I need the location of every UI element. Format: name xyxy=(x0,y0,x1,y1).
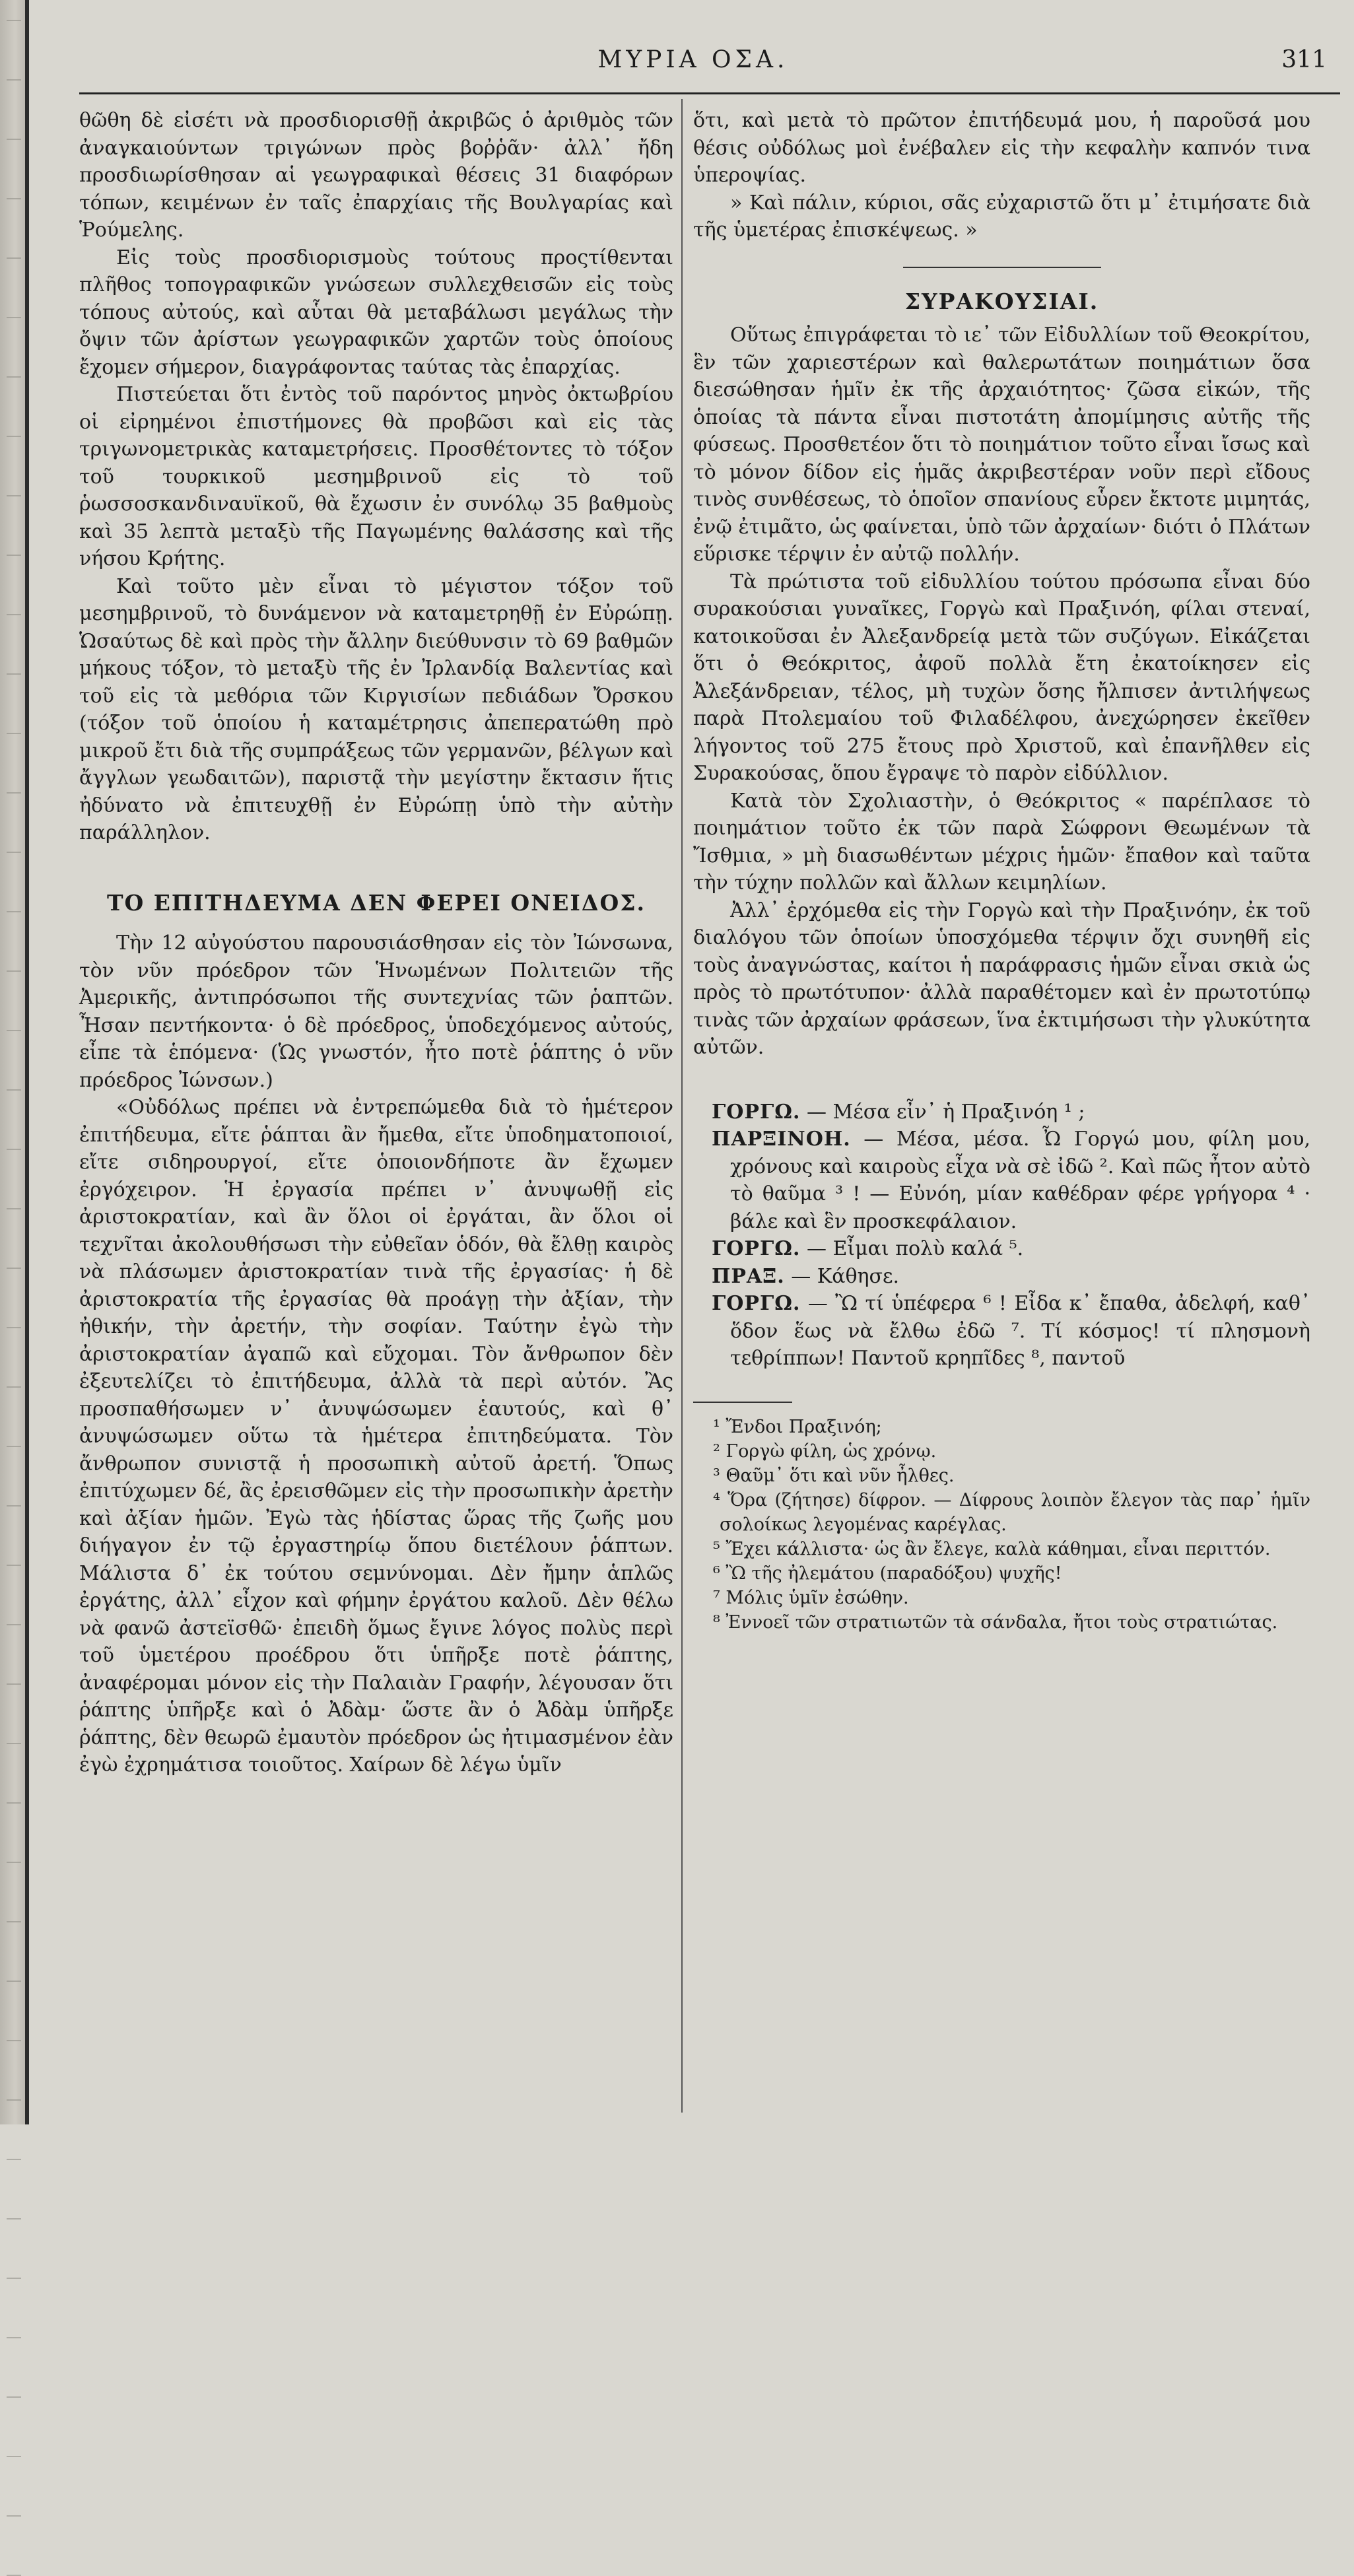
dialogue-text: — Μέσα εἶν᾽ ἡ Πραξινόη ¹ ; xyxy=(806,1100,1085,1124)
footnote: ⁴ Ὅρα (ζήτησε) δίφρον. — Δίφρους λοιπὸν ἔλεγον τὰς παρ᾽ ἡμῖν σολοίκως λεγομένας καρέγλας. xyxy=(713,1489,1310,1535)
paragraph: Ἀλλ᾽ ἐρχόμεθα εἰς τὴν Γοργὼ καὶ τὴν Πραξινόην, ἐκ τοῦ διαλόγου τῶν ὁποίων ὑποσχόμεθα τέρψιν ὄχι συνηθῆ εἰς τοὺς ἀναγνώστας, καίτοι ἡ παράφρασις ἡμῶν εἶναι σκιὰ ὡς πρὸς τὸ πρωτότυπον· ἀλλὰ παραθέτομεν καὶ ἐν πρωτοτύπῳ τινὰς τῶν ἀρχαίων φράσεων, ἵνα ἐκτιμήσωσι τὴν γλυκύτητα αὐτῶν. xyxy=(693,898,1310,1059)
footnote: ⁷ Μόλις ὑμῖν ἐσώθην. xyxy=(713,1587,909,1608)
paragraph: Πιστεύεται ὅτι ἐντὸς τοῦ παρόντος μηνὸς ὀκτωβρίου οἱ εἰρημένοι ἐπιστήμονες θὰ προβῶσι καὶ εἰς τὰς τριγωνομετρικὰς καταμετρήσεις. Προσθέτοντες τὸ τόξον τοῦ τουρκικοῦ μεσημβρινοῦ εἰς τὸ τοῦ ῥωσσοσκανδιναυϊκοῦ, θὰ ἔχωσιν ἐν συνόλῳ 35 βαθμοὺς καὶ 35 λεπτὰ μεταξὺ τῆς Παγωμένης θαλάσσης καὶ τῆς νήσου Κρήτης. xyxy=(79,383,673,570)
footnote: ⁵ Ἔχει κάλλιστα· ὡς ἂν ἔλεγε, καλὰ κάθημαι, εἶναι περιττόν. xyxy=(713,1538,1271,1559)
dialogue-text: — Κάθησε. xyxy=(791,1264,900,1288)
header-rule xyxy=(79,92,1340,94)
speaker: ΓΟΡΓΩ. xyxy=(712,1292,801,1315)
paragraph: θῶθη δὲ εἰσέτι νὰ προσδιορισθῇ ἀκριβῶς ὁ ἀριθμὸς τῶν ἀναγκαιούντων τριγώνων πρὸς βοῤῥᾶν· ἀλλ᾽ ἤδη προσδιωρίσθησαν αἱ γεωγραφικαὶ θέσεις 31 διαφόρων τόπων, κειμένων ἐν ταῖς ἐπαρχίαις τῆς Βουλγαρίας καὶ Ῥούμελης. xyxy=(79,109,673,242)
paragraph: » Καὶ πάλιν, κύριοι, σᾶς εὐχαριστῶ ὅτι μ᾽ ἐτιμήσατε διὰ τῆς ὑμετέρας ἐπισκέψεως. » xyxy=(693,191,1310,242)
paragraph: Τὴν 12 αὐγούστου παρουσιάσθησαν εἰς τὸν Ἰώνσωνα, τὸν νῦν πρόεδρον τῶν Ἡνωμένων Πολιτειῶν τῆς Ἀμερικῆς, ἀντιπρόσωποι τῆς συντεχνίας τῶν ῥαπτῶν. Ἦσαν πεντήκοντα· ὁ δὲ πρόεδρος, ὑποδεχόμενος αὐτούς, εἶπε τὰ ἑπόμενα· (Ὡς γνωστόν, ἦτο ποτὲ ῥάπτης ὁ νῦν πρόεδρος Ἰώνσων.) xyxy=(79,932,673,1092)
paragraph: Οὕτως ἐπιγράφεται τὸ ιε᾽ τῶν Εἰδυλλίων τοῦ Θεοκρίτου, ἓν τῶν χαριεστέρων καὶ θαλερωτάτων ποιημάτιων ὅσα διεσώθησαν ἡμῖν ἐκ τῆς ἀρχαιότητος· ζῶσα εἰκών, τῆς ὁποίας τὰ πάντα εἶναι πιστοτάτη ἀπομίμησις αὐτῆς τῆς φύσεως. Προσθετέον ὅτι τὸ ποιημάτιον τοῦτο εἶναι ἴσως καὶ τὸ μόνον δίδον εἰς ἡμᾶς ἀκριβεστέραν νοῦν περὶ εἴδους τινὸς συνθέσεως, τὸ ὁποῖον σπανίους εὗρεν ἔκτοτε μιμητάς, ἐνῷ ἐτιμᾶτο, ὡς φαίνεται, ὑπὸ τῶν ἀρχαίων· διότι ὁ Πλάτων εὕρισκε τέρψιν ἐν αὐτῷ πολλήν. xyxy=(693,323,1310,566)
paragraph: Κατὰ τὸν Σχολιαστὴν, ὁ Θεόκριτος « παρέπλασε τὸ ποιημάτιον τοῦτο ἐκ τῶν παρὰ Σώφρονι Θεωμένων τὰ Ἴσθμια, » μὴ διασωθέντων μέχρις ἡμῶν· ἔπαθον καὶ ταῦτα τὴν τύχην πολλῶν καὶ ἄλλων κειμηλίων. xyxy=(693,789,1310,895)
left-column xyxy=(79,107,673,1779)
right-column xyxy=(693,107,1310,1635)
page-number: 311 xyxy=(1281,46,1327,73)
paragraph: Καὶ τοῦτο μὲν εἶναι τὸ μέγιστον τόξον τοῦ μεσημβρινοῦ, τὸ δυνάμενον νὰ καταμετρηθῇ ἐν Εὐρώπῃ. Ὡσαύτως δὲ καὶ πρὸς τὴν ἄλλην διεύθυνσιν τὸ 69 βαθμῶν μήκους τόξον, τὸ μεταξὺ τῆς ἐν Ἰρλανδίᾳ Βαλεντίας καὶ τοῦ εἰς τὰ μεθόρια τῶν Κιργισίων πεδιάδων Ὄρσκου (τόξον τοῦ ὁποίου ἡ καταμέτρησις ἀπεπερατώθη πρὸ μικροῦ ἔτι διὰ τῆς συμπράξεως τῶν γερμανῶν, βέλγων καὶ ἄγγλων γεωδαιτῶν), παριστᾷ τὴν μεγίστην ἔκτασιν ἥτις ἠδύνατο νὰ ἐπιτευχθῇ ἐν Εὐρώπῃ ὑπὸ τὴν αὐτὴν παράλληλον. xyxy=(79,574,673,844)
paragraph: Εἰς τοὺς προσδιορισμοὺς τούτους προςτίθενται πλῆθος τοπογραφικῶν γνώσεων συλλεχθεισῶν εἰς τοὺς τόπους αὐτούς, καὶ αὗται θὰ μεταβάλωσι μεγάλως τὴν ὄψιν τῶν ἀρίστων γεωγραφικῶν χαρτῶν τοὺς ὁποίους ἔχομεν σήμερον, διαγράφοντας ταύτας τὰς ἐπαρχίας. xyxy=(79,246,673,379)
paragraph: «Οὐδόλως πρέπει νὰ ἐντρεπώμεθα διὰ τὸ ἡμέτερον ἐπιτήδευμα, εἴτε ῥάπται ἂν ἤμεθα, εἴτε ὑποδηματοποιοί, εἴτε σιδηρουργοί, εἴτε ὁποιονδήποτε ἂν ἔχωμεν ἐργόχειρον. Ἡ ἐργασία πρέπει ν᾽ ἀνυψωθῇ εἰς ἀριστοκρατίαν, καὶ ἂν ὅλοι οἱ ἐργάται, ἂν ὅλοι οἱ τεχνῖται ἀκολουθήσωσι τὴν εὐθεῖαν ὁδόν, θὰ ἔλθῃ καιρὸς νὰ πλάσωμεν ἀριστοκρατίαν τινὰ τῆς ἐργασίας· ἡ δὲ ἀριστοκρατία τῆς ἐργασίας θὰ προάγῃ τὴν ἀξίαν, τὴν ἠθικήν, τὴν ἀρετήν, τὴν σοφίαν. Ταύτην ἐγὼ τὴν ἀριστοκρατίαν ἀγαπῶ καὶ εὔχομαι. Τὸν ἄνθρωπον δὲν ἐξευτελίζει τὸ ἐπιτήδευμα, ἀλλὰ τὰ περὶ αὐτόν. Ἂς προσπαθήσωμεν ν᾽ ἀνυψώσωμεν ἑαυτούς, καὶ θ᾽ ἀνυψώσωμεν οὕτω τὰ ἡμέτερα ἐπιτηδεύματα. Τὸν ἄνθρωπον συνιστᾷ ἡ προσωπικὴ αὐτοῦ ἀρετή. Ὅπως ἐπιτύχωμεν δέ, ἂς ἐρεισθῶμεν εἰς τὴν προσωπικὴν ἀρετὴν καὶ ἀξίαν ἡμῶν. Ἐγὼ τὰς ἡδίστας ὥρας τῆς ζωῆς μου διήγαγον ἐν τῷ ἐργαστηρίῳ ὅπου διετέλουν ῥάπτων. Μάλιστα δ᾽ ἐκ τούτου σεμνύνομαι. Δὲν ἤμην ἁπλῶς ἐργάτης, ἀλλ᾽ εἶχον καὶ φήμην ἐργάτου καλοῦ. Δὲν θέλω νὰ φανῶ ἀστεϊσθῶ· ἐπειδὴ ὅμως ἔγινε λόγος πολὺς περὶ τοῦ ὑμετέρου προέδρου ὅτι ὑπῆρξε ποτὲ ῥάπτης, ἀναφέρομαι μόνον εἰς τὴν Παλαιὰν Γραφήν, λέγουσαν ὅτι ῥάπτης ὑπῆρξε καὶ ὁ Ἀδὰμ· ὥστε ἂν ὁ Ἀδὰμ ὑπῆρξε ῥάπτης, δὲν θεωρῶ ἐμαυτὸν πρόεδρον ὡς ἠτιμασμένον ἐὰν ἐγὼ ἐχρημάτισα τοιοῦτος. Χαίρων δὲ λέγω ὑμῖν xyxy=(79,1096,673,1777)
paragraph: Τὰ πρώτιστα τοῦ εἰδυλλίου τούτου πρόσωπα εἶναι δύο συρακούσιαι γυναῖκες, Γοργὼ καὶ Πραξινόη, φίλαι στεναί, κατοικοῦσαι ἐν Ἀλεξανδρείᾳ μετὰ τῶν συζύγων. Εἰκάζεται ὅτι ὁ Θεόκριτος, ἀφοῦ πολλὰ ἔτη ἐκατοίκησεν εἰς Ἀλεξάνδρειαν, τέλος, μὴ τυχὼν ὅσης ἤλπισεν ἀντιλήψεως παρὰ Πτολεμαίου τοῦ Φιλαδέλφου, ἀνεχώρησεν ἐκεῖθεν λήγοντος τοῦ 275 ἔτους πρὸ Χριστοῦ, καὶ ἐπανῆλθεν εἰς Συρακούσας, ὅπου ἔγραψε τὸ παρὸν εἰδύλλιον. xyxy=(693,570,1310,785)
dialogue-text: — Εἶμαι πολὺ καλά ⁵. xyxy=(806,1237,1024,1260)
dialogue-line xyxy=(693,1290,1310,1373)
speaker: ΠΑΡΞΙΝΟΗ. xyxy=(712,1128,851,1151)
running-title: ΜΥΡΙΑ ΟΣΑ. xyxy=(597,46,789,73)
dialogue-line xyxy=(693,1235,1310,1263)
footnote: ⁸ Ἐννοεῖ τῶν στρατιωτῶν τὰ σάνδαλα, ἤτοι τοὺς στρατιώτας. xyxy=(713,1611,1278,1633)
book-page xyxy=(40,26,1340,2113)
article-heading: ΣΥΡΑΚΟΥΣΙΑΙ. xyxy=(904,288,1099,314)
footnote: ¹ Ἔνδοι Πραξινόη; xyxy=(713,1416,882,1437)
dialogue-line xyxy=(693,1263,1310,1291)
dialogue-text: — Μέσα, μέσα. Ὦ Γοργώ μου, φίλη μου, χρόνους καὶ καιροὺς εἶχα νὰ σὲ ἰδῶ ². Καὶ πῶς ἦτον αὐτὸ τὸ θαῦμα ³ ! — Εὐνόη, μίαν καθέδραν φέρε γρήγορα ⁴ · βάλε καὶ ἓν προσκεφάλαιον. xyxy=(730,1128,1310,1233)
paragraph: ὅτι, καὶ μετὰ τὸ πρῶτον ἐπιτήδευμά μου, ἡ παροῦσά μου θέσις οὐδόλως μοὶ ἐνέβαλεν εἰς τὴν κεφαλὴν καπνόν τινα ὑπεροψίας. xyxy=(693,109,1310,187)
dialogue-line xyxy=(693,1126,1310,1235)
speaker: ΠΡΑΞ. xyxy=(712,1264,785,1288)
footnote: ² Γοργὼ φίλη, ὡς χρόνῳ. xyxy=(713,1441,937,1462)
page-header xyxy=(40,26,1340,92)
dialogue-line xyxy=(693,1099,1310,1126)
article-heading: ΤΟ ΕΠΙΤΗΔΕΥΜΑ ΔΕΝ ΦΕΡΕΙ ΟΝΕΙΔΟΣ. xyxy=(106,889,646,916)
speaker: ΓΟΡΓΩ. xyxy=(712,1237,801,1260)
footnote: ⁶ Ὢ τῆς ἠλεμάτου (παραδόξου) ψυχῆς! xyxy=(713,1563,1062,1584)
dialogue-text: — Ὢ τί ὑπέφερα ⁶ ! Εἶδα κ᾽ ἔπαθα, ἀδελφή, καθ᾽ ὅδον ἕως νὰ ἔλθω ἐδῶ ⁷. Τί κόσμος! τί πλησμονὴ τεθρίππων! Παντοῦ κρηπῖδες ⁸, παντοῦ xyxy=(730,1292,1310,1370)
footnote: ³ Θαῦμ᾽ ὅτι καὶ νῦν ἦλθες. xyxy=(713,1465,955,1486)
speaker: ΓΟΡΓΩ. xyxy=(712,1100,801,1124)
column-divider xyxy=(681,99,683,2113)
previous-page-edge xyxy=(0,0,29,2124)
footnotes xyxy=(693,1415,1310,1635)
